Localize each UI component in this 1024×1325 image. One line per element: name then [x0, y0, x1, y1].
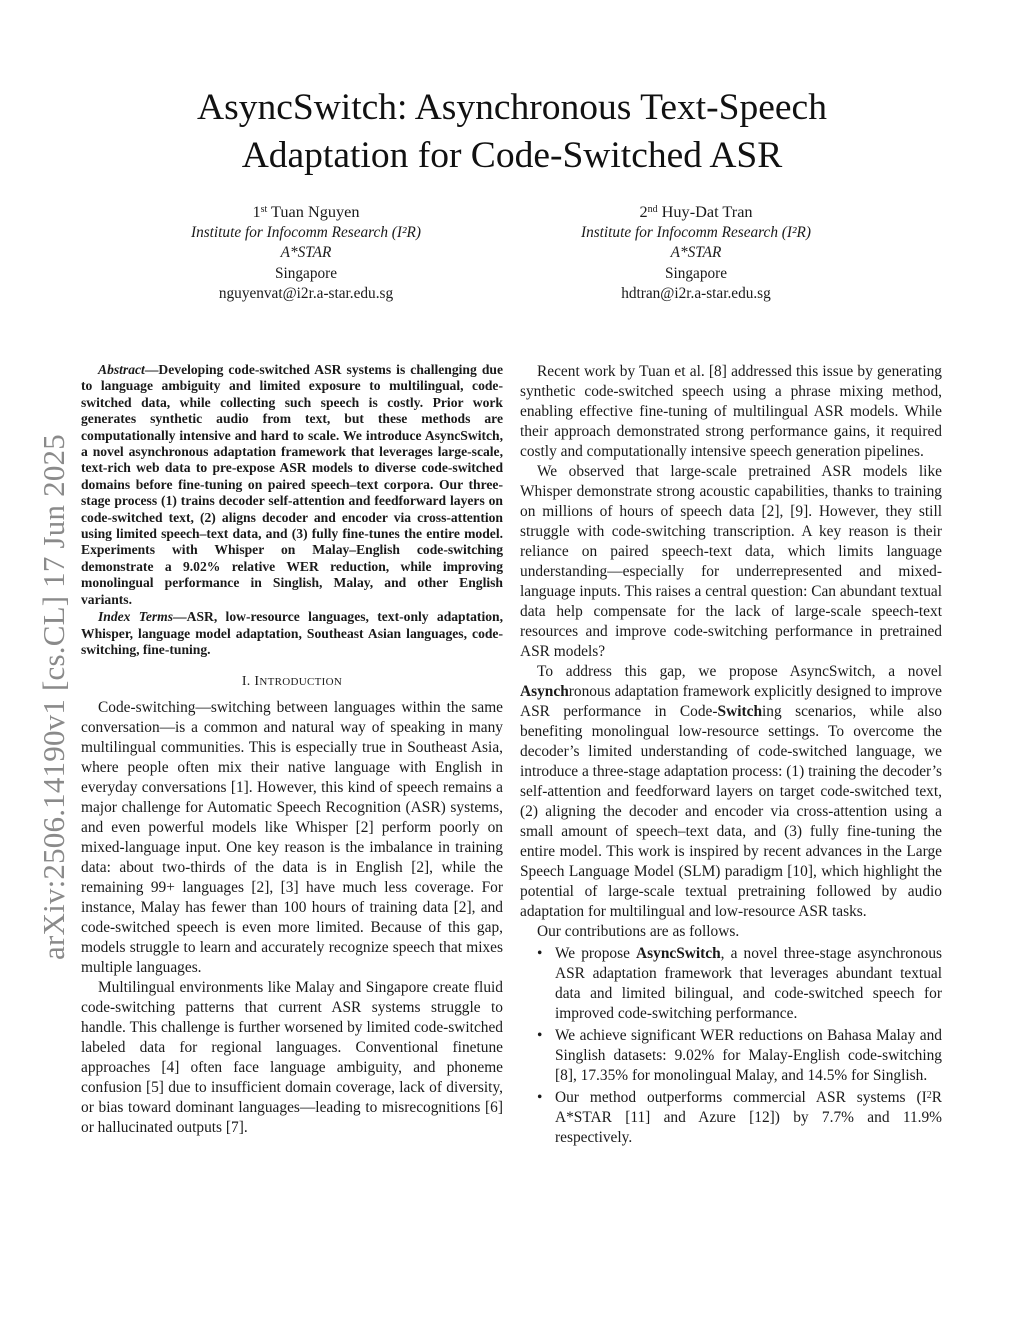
list-item-text: We propose	[555, 945, 637, 962]
list-item	[520, 944, 942, 1024]
author-ordinal-suffix: st	[260, 204, 268, 215]
arxiv-identifier[interactable]: arXiv:2506.14190v1 [cs.CL] 17 Jun 2025	[36, 434, 71, 960]
list-item	[520, 1026, 942, 1086]
list-item-text: We achieve significant WER reductions on Bahasa Malay and Singlish datasets: 9.02% for Malay-English code-switching [8], 17.35% for monolingual Malay, and 14.5% for Singlish.	[555, 1027, 942, 1084]
author-org: A*STAR	[670, 244, 722, 261]
author-country: Singapore	[274, 264, 338, 282]
intro-paragraph-1: Code-switching—switching between languages within the same conversation—is a common and natural way of speaking in many multilingual communities. This is especially true in Southeast Asia, where people often mix their native language with English in everyday conversations [1]. However, this kind of speech remains a major challenge for Automatic Speech Recognition (ASR) systems, and even powerful models like Whisper [2] perform poorly on mixed-language input. One key reason is the imbalance in training data: about two-thirds of the data is in English [2], while the remaining 99+ languages [2], [3] have much less coverage. For instance, Malay has fewer than 100 hours of training data [2], and code-switched speech is even more limited. Because of this gap, models struggle to learn and accurately recognize speech that mixes multiple languages.	[81, 699, 503, 977]
author-country: Singapore	[664, 264, 728, 282]
body-paragraph-2: We observed that large-scale pretrained ASR models like Whisper demonstrate strong acoustic capabilities, thanks to training on millions of hours of speech data [2], [9]. However, they still struggle with code-switching transcription. A key reason is their reliance on paired speech-text data, which limits language understanding—especially for underrepresented and mixed-language inputs. This raises a central question: Can abundant textual data help compensate for the lack of large-scale speech-text resources and improve code-switching performance in pretrained ASR models?	[520, 463, 942, 660]
paragraph-text: ing scenarios, while also benefiting monolingual low-resource settings. To overcome the decoder’s limited understanding of code-switched language, we introduce a three-stage adaptation process: (1) training the decoder’s self-attention and feedforward layers on target code-switched text, (2) aligning the decoder and encoder via cross-attention using a small amount of speech–text data, and (3) fully fine-tuning the entire model. This work is inspired by recent advances in the Large Speech Language Model (SLM) paradigm [10], which highlight the potential of large-scale textual pretraining followed by audio adaptation for multilingual and low-resource ASR tasks.	[520, 703, 943, 920]
list-item	[520, 1088, 942, 1148]
title-line-2: Adaptation for Code-Switched ASR	[241, 135, 783, 176]
right-column	[520, 362, 942, 1150]
body-paragraph-3	[520, 662, 942, 922]
author-affiliation: Institute for Infocomm Research (I²R)	[190, 223, 421, 241]
author-org: A*STAR	[280, 244, 332, 261]
paragraph-text: To address this gap, we propose AsyncSwitch, a novel	[537, 663, 942, 680]
section-title-initial: I	[254, 674, 260, 690]
author-affiliation: Institute for Infocomm Research (I²R)	[580, 223, 811, 241]
author-ordinal: 1	[252, 202, 261, 221]
index-terms	[81, 609, 503, 658]
author-block-2	[516, 202, 876, 305]
author-ordinal: 2	[639, 202, 648, 221]
emphasis-asyncswitch: AsyncSwitch	[636, 945, 721, 962]
author-name-text: Huy-Dat Tran	[661, 202, 753, 221]
abstract-text: —Developing code-switched ASR systems is challenging due to language ambiguity and limited exposure to multilingual, code-switched data, while collecting such speech is costly. Prior work generates synthetic audio from text, but these methods are computationally intensive and hard to scale. We introduce AsyncSwitch, a novel asynchronous adaptation framework that leverages large-scale, text-rich web data to pre-expose ASR models to diverse code-switched domains before fine-tuning on paired speech–text corpora. Our three-stage process (1) trains decoder self-attention and feedforward layers on code-switched text, (2) aligns decoder and encoder via cross-attention using limited speech–text data, and (3) fully fine-tunes the entire model. Experiments with Whisper on Malay–English code-switching demonstrate a 9.02% relative WER reduction, while improving monolingual performance in Singlish, Malay, and other English variants.	[81, 362, 503, 607]
abstract-label: Abstract	[98, 362, 145, 377]
emphasis-asynch: Asynch	[520, 683, 569, 700]
paragraph-text: ronous adaptation framework explicitly designed to improve ASR performance in Code-	[520, 683, 942, 720]
bullet-icon	[537, 1088, 542, 1108]
title-line-1: AsyncSwitch: Asynchronous Text-Speech	[197, 87, 827, 128]
list-item-text: Our method outperforms commercial ASR systems (I	[555, 1089, 927, 1106]
list-item-text: , a novel three-stage asynchronous ASR adaptation framework that leverages abundant textual data and limited bilingual, and code-switched speech for improved code-switching performance.	[555, 945, 943, 1022]
section-title-rest: NTRODUCTION	[259, 676, 343, 689]
section-heading-introduction	[81, 672, 503, 692]
body-paragraph-1: Recent work by Tuan et al. [8] addressed this issue by generating synthetic code-switched speech using a phrase mixing method, enabling effective fine-tuning of multilingual ASR models. While their approach demonstrated strong performance gains, it required costly and computationally intensive speech generation pipelines.	[520, 363, 942, 460]
emphasis-switch: Switch	[717, 703, 762, 720]
author-name-text: Tuan Nguyen	[271, 202, 360, 221]
contributions-intro: Our contributions are as follows.	[537, 923, 740, 940]
intro-paragraph-2: Multilingual environments like Malay and Singapore create fluid code-switching patterns that current ASR systems struggle to handle. This challenge is further worsened by limited code-switched labeled data for regional languages. Conventional finetune approaches [4] often face language ambiguity, and phoneme confusion [5] due to insufficient domain coverage, lack of diversity, or bias toward dominant languages—leading to misrecognitions [6] or hallucinated outputs [7].	[81, 979, 503, 1137]
author-block-1	[126, 202, 486, 305]
abstract	[81, 362, 503, 608]
author-ordinal-suffix: nd	[647, 204, 658, 215]
author-name	[126, 202, 486, 223]
author-email[interactable]: nguyenvat@i2r.a-star.edu.sg	[218, 285, 394, 302]
section-number: I.	[241, 674, 251, 690]
author-email[interactable]: hdtran@i2r.a-star.edu.sg	[621, 285, 771, 302]
paper-title	[120, 84, 904, 180]
superscript: 2	[926, 1090, 932, 1101]
bullet-icon	[537, 944, 542, 964]
index-terms-text: —ASR, low-resource languages, text-only adaptation, Whisper, language model adaptation, Southeast Asian languages, code-switching, fine-tuning.	[81, 609, 503, 657]
list-item-text: R A*STAR [11] and Azure [12]) by 7.7% and 11.9% respectively.	[555, 1089, 942, 1146]
author-name	[516, 202, 876, 223]
contributions-list	[520, 944, 942, 1148]
bullet-icon	[537, 1026, 542, 1046]
index-terms-label: Index Terms	[98, 609, 174, 625]
left-column	[81, 362, 503, 1138]
